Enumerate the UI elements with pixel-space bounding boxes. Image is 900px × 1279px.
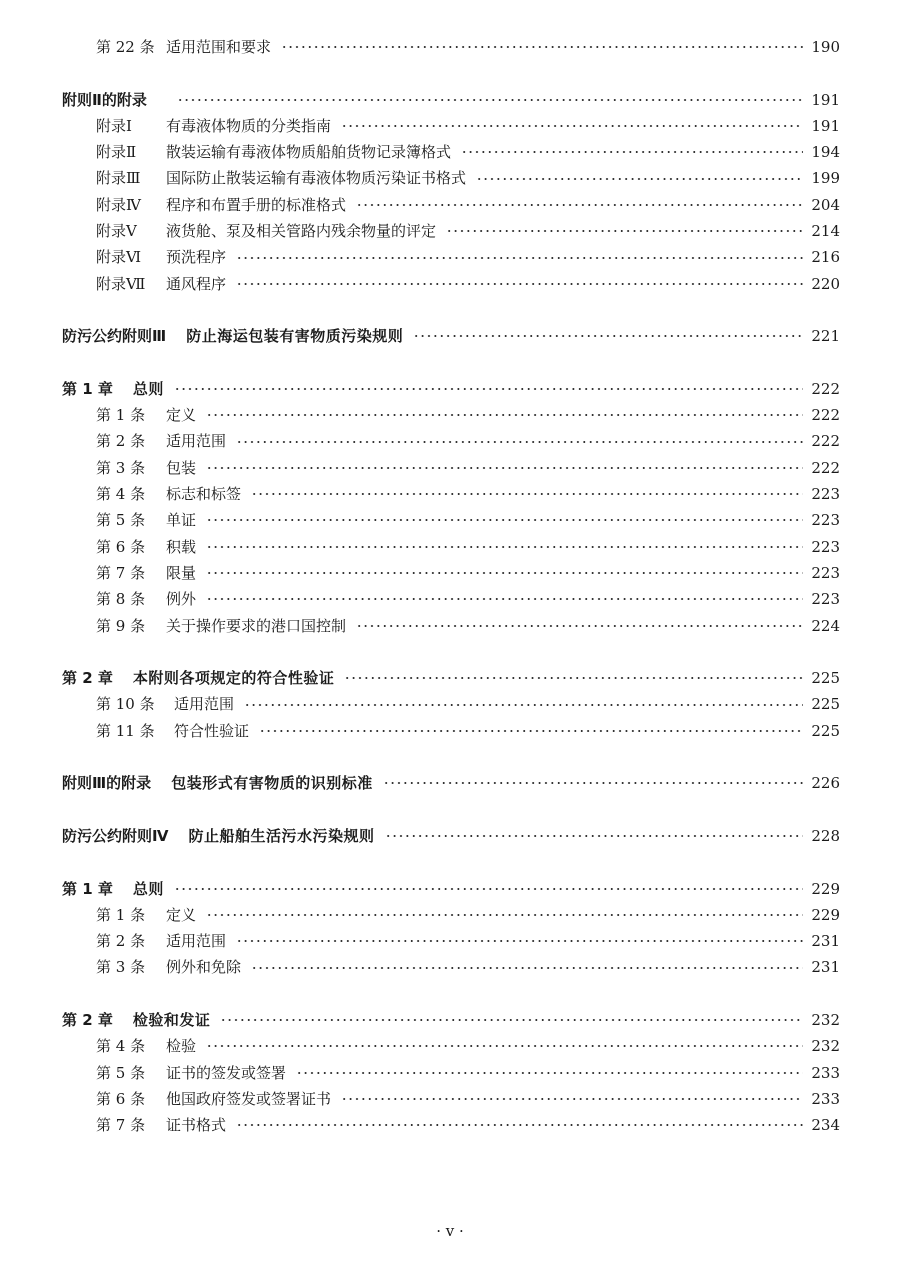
toc-entry[interactable] — [62, 1112, 840, 1138]
dot-leader — [206, 910, 803, 920]
toc-section-heading[interactable] — [62, 876, 840, 902]
toc-entry-title: 例外和免除 — [166, 958, 242, 977]
toc-entry-title: 单证 — [166, 511, 197, 530]
toc-entry-title: 定义 — [166, 905, 197, 924]
toc-entry-label: 第 1 章 — [62, 879, 113, 898]
dot-leader — [206, 463, 803, 473]
toc-entry-label: 第 4 条 — [96, 1037, 146, 1056]
section-gap — [62, 350, 840, 376]
dot-leader — [251, 489, 803, 499]
toc-page-number: 214 — [811, 222, 840, 241]
dot-leader — [385, 831, 804, 841]
section-gap — [62, 981, 840, 1007]
toc-entry[interactable] — [62, 718, 840, 744]
toc-entry-label: 第 7 条 — [96, 1116, 146, 1135]
toc-page-number: 225 — [811, 721, 840, 740]
toc-entry[interactable] — [62, 271, 840, 297]
toc-entry-label: 附录Ⅳ — [96, 195, 141, 214]
toc-page-number: 224 — [811, 616, 840, 635]
toc-entry-label: 第 1 条 — [96, 406, 146, 425]
toc-entry-title: 预洗程序 — [166, 248, 227, 267]
toc-entry[interactable] — [62, 691, 840, 717]
dot-leader — [341, 121, 803, 131]
toc-entry-title: 积载 — [166, 537, 197, 556]
toc-entry[interactable] — [62, 455, 840, 481]
toc-entry[interactable] — [62, 139, 840, 165]
toc-page-number: 222 — [811, 379, 840, 398]
toc-page-number: 204 — [811, 195, 840, 214]
toc-entry-label: 第 6 条 — [96, 1089, 146, 1108]
toc-entry-title: 限量 — [166, 563, 197, 582]
toc-entry[interactable] — [62, 534, 840, 560]
toc-entry-label: 附录Ⅵ — [96, 248, 142, 267]
toc-page-number: 194 — [811, 143, 840, 162]
dot-leader — [413, 331, 803, 341]
dot-leader — [244, 700, 803, 710]
toc-page-number: 222 — [811, 432, 840, 451]
toc-entry-title: 防止海运包装有害物质污染规则 — [186, 327, 404, 346]
dot-leader — [206, 594, 803, 604]
toc-page-number: 228 — [811, 826, 840, 845]
toc-entry-label: 附录Ⅶ — [96, 274, 146, 293]
toc-entry-title: 检验和发证 — [132, 1010, 211, 1029]
toc-page-number: 223 — [811, 485, 840, 504]
dot-leader — [236, 253, 803, 263]
dot-leader — [206, 1041, 803, 1051]
dot-leader — [236, 936, 803, 946]
section-gap — [62, 60, 840, 86]
dot-leader — [206, 568, 803, 578]
toc-page-number: 231 — [811, 932, 840, 951]
toc-entry[interactable] — [62, 928, 840, 954]
toc-section-heading[interactable] — [62, 823, 840, 849]
toc-entry-label: 第 3 条 — [96, 458, 146, 477]
toc-page-number: 199 — [811, 169, 840, 188]
dot-leader — [281, 42, 803, 52]
toc-page-number: 226 — [811, 774, 840, 793]
toc-page-number: 232 — [811, 1010, 840, 1029]
toc-page-number: 216 — [811, 248, 840, 267]
toc-entry-label: 第 22 条 — [96, 38, 155, 56]
toc-entry[interactable] — [62, 954, 840, 980]
section-gap — [62, 744, 840, 770]
toc-entry-label: 防污公约附则Ⅲ — [62, 327, 167, 346]
toc-page-number: 191 — [811, 90, 840, 109]
toc-page-number: 233 — [811, 1089, 840, 1108]
toc-entry-title: 符合性验证 — [174, 721, 250, 740]
dot-leader — [251, 963, 803, 973]
toc-page-number: 231 — [811, 958, 840, 977]
toc-entry[interactable] — [62, 34, 840, 60]
toc-page-number: 223 — [811, 563, 840, 582]
toc-entry-title: 适用范围 — [166, 432, 227, 451]
toc-page-number: 225 — [811, 695, 840, 714]
toc-section-heading[interactable] — [62, 323, 840, 349]
toc-entry[interactable] — [62, 560, 840, 586]
dot-leader — [206, 515, 803, 525]
toc-entry-title: 检验 — [166, 1037, 197, 1056]
toc-entry-label: 第 7 条 — [96, 563, 146, 582]
toc-entry-label: 第 9 条 — [96, 616, 146, 635]
toc-entry-label: 第 10 条 — [96, 695, 155, 714]
toc-page-number: 223 — [811, 590, 840, 609]
dot-leader — [174, 884, 803, 894]
toc-entry[interactable] — [62, 192, 840, 218]
toc-entry-label: 第 2 条 — [96, 932, 146, 951]
toc-entry-title: 证书格式 — [166, 1116, 227, 1135]
toc-entry-title: 定义 — [166, 406, 197, 425]
toc-entry-title: 总则 — [132, 879, 164, 898]
dot-leader — [344, 673, 803, 683]
toc-page-number: 229 — [811, 879, 840, 898]
dot-leader — [236, 279, 803, 289]
toc-entry-title: 关于操作要求的港口国控制 — [166, 616, 347, 635]
toc-entry-title: 例外 — [166, 590, 197, 609]
toc-entry-label: 第 11 条 — [96, 721, 155, 740]
toc-entry-label: 第 1 章 — [62, 379, 113, 398]
toc-entry[interactable] — [62, 165, 840, 191]
toc-entry[interactable] — [62, 428, 840, 454]
dot-leader — [259, 726, 803, 736]
toc-entry-title: 防止船舶生活污水污染规则 — [188, 826, 375, 845]
toc-section-heading[interactable] — [62, 376, 840, 402]
toc-entry-title: 证书的签发或签署 — [166, 1063, 287, 1082]
toc-page-number: 233 — [811, 1063, 840, 1082]
toc-page-number: 190 — [811, 38, 840, 56]
dot-leader — [206, 542, 803, 552]
toc-entry-title: 程序和布置手册的标准格式 — [166, 195, 347, 214]
toc-entry[interactable] — [62, 113, 840, 139]
toc-entry-label: 第 6 条 — [96, 537, 146, 556]
toc-entry-title: 标志和标签 — [166, 485, 242, 504]
toc-entry[interactable] — [62, 1060, 840, 1086]
toc-entry-title: 国际防止散装运输有毒液体物质污染证书格式 — [166, 169, 467, 188]
toc-entry-label: 第 2 条 — [96, 432, 146, 451]
dot-leader — [236, 1120, 803, 1130]
dot-leader — [476, 174, 803, 184]
toc-entry[interactable] — [62, 218, 840, 244]
toc-page-number: 232 — [811, 1037, 840, 1056]
toc-page-number: 223 — [811, 511, 840, 530]
toc-section-heading[interactable] — [62, 87, 840, 113]
toc-entry-title: 包装形式有害物质的识别标准 — [171, 774, 373, 793]
toc-entry-label: 防污公约附则Ⅳ — [62, 826, 169, 845]
toc-entry-title: 适用范围 — [174, 695, 235, 714]
toc-entry[interactable] — [62, 402, 840, 428]
dot-leader — [296, 1068, 803, 1078]
section-gap — [62, 639, 840, 665]
dot-leader — [383, 778, 804, 788]
toc-entry-title: 总则 — [132, 379, 164, 398]
toc-entry-label: 第 3 条 — [96, 958, 146, 977]
toc-entry-title: 适用范围和要求 — [166, 38, 272, 56]
toc-entry-label: 第 5 条 — [96, 1063, 146, 1082]
toc-page-number: 222 — [811, 406, 840, 425]
table-of-contents — [62, 34, 840, 1138]
toc-entry-title: 通风程序 — [166, 274, 227, 293]
page-number-footer: · v · — [436, 1222, 464, 1240]
dot-leader — [236, 437, 803, 447]
toc-page-number: 225 — [811, 669, 840, 688]
toc-entry-title: 他国政府签发或签署证书 — [166, 1089, 332, 1108]
toc-entry-label: 第 2 章 — [62, 1010, 113, 1029]
toc-entry-label: 附录Ⅱ — [96, 143, 137, 162]
toc-entry-title: 散装运输有毒液体物质船舶货物记录簿格式 — [166, 143, 452, 162]
toc-entry-label: 附录Ⅴ — [96, 222, 137, 241]
toc-entry[interactable] — [62, 507, 840, 533]
toc-entry-title: 本附则各项规定的符合性验证 — [132, 669, 335, 688]
toc-page-number: 229 — [811, 905, 840, 924]
toc-page-number: 234 — [811, 1116, 840, 1135]
toc-page-number: 222 — [811, 458, 840, 477]
dot-leader — [177, 95, 803, 105]
toc-entry-label: 附录Ⅲ — [96, 169, 141, 188]
dot-leader — [446, 226, 803, 236]
dot-leader — [461, 147, 803, 157]
toc-page-number: 223 — [811, 537, 840, 556]
toc-entry[interactable] — [62, 244, 840, 270]
toc-entry-label: 附则Ⅲ的附录 — [62, 774, 152, 793]
toc-entry[interactable] — [62, 902, 840, 928]
toc-entry[interactable] — [62, 1086, 840, 1112]
toc-page-number: 191 — [811, 116, 840, 135]
toc-entry-title: 有毒液体物质的分类指南 — [166, 116, 332, 135]
toc-entry[interactable] — [62, 586, 840, 612]
toc-entry[interactable] — [62, 613, 840, 639]
toc-entry[interactable] — [62, 1033, 840, 1059]
toc-entry-title: 包装 — [166, 458, 197, 477]
toc-entry-label: 第 5 条 — [96, 511, 146, 530]
dot-leader — [356, 200, 803, 210]
toc-section-heading[interactable] — [62, 770, 840, 796]
toc-page-number: 221 — [811, 327, 840, 346]
dot-leader — [206, 410, 803, 420]
toc-entry-label: 第 8 条 — [96, 590, 146, 609]
section-gap — [62, 849, 840, 875]
toc-entry-title: 适用范围 — [166, 932, 227, 951]
toc-entry-label: 第 1 条 — [96, 905, 146, 924]
dot-leader — [174, 384, 803, 394]
toc-entry-label: 附录Ⅰ — [96, 116, 132, 135]
toc-entry-label: 附则Ⅱ的附录 — [62, 90, 147, 109]
toc-entry-label: 第 4 条 — [96, 485, 146, 504]
toc-entry[interactable] — [62, 481, 840, 507]
dot-leader — [220, 1015, 803, 1025]
dot-leader — [341, 1094, 803, 1104]
toc-entry-title: 液货舱、泵及相关管路内残余物量的评定 — [166, 222, 437, 241]
toc-page-number: 220 — [811, 274, 840, 293]
section-gap — [62, 797, 840, 823]
section-gap — [62, 297, 840, 323]
toc-section-heading[interactable] — [62, 1007, 840, 1033]
toc-entry-label: 第 2 章 — [62, 669, 113, 688]
toc-section-heading[interactable] — [62, 665, 840, 691]
dot-leader — [356, 621, 803, 631]
